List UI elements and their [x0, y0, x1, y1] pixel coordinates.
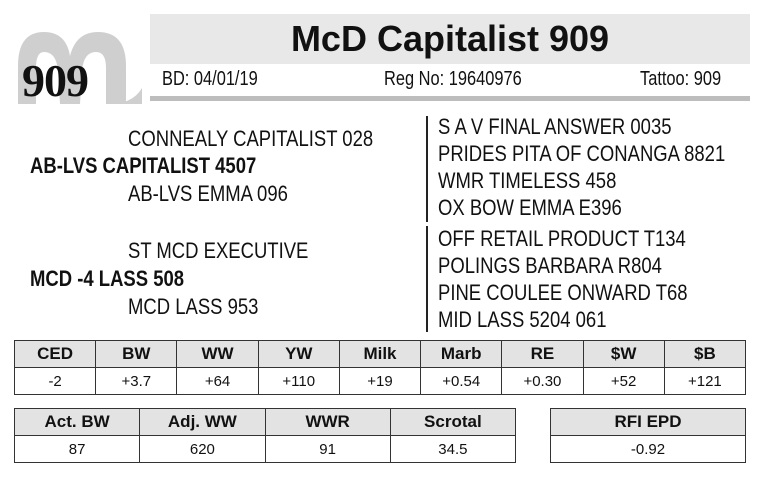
pedigree-right-4: OX BOW EMMA E396	[438, 195, 622, 220]
epd-value: +3.7	[96, 368, 177, 395]
epd-value: +52	[583, 368, 664, 395]
dam-sire: ST MCD EXECUTIVE	[128, 238, 309, 263]
epd-header: RE	[502, 341, 583, 368]
sire: AB-LVS CAPITALIST 4507	[30, 153, 257, 178]
pedigree-right-8: MID LASS 5204 061	[438, 307, 607, 332]
pedigree-right-7: PINE COULEE ONWARD T68	[438, 280, 688, 305]
pedigree-right-5: OFF RETAIL PRODUCT T134	[438, 226, 686, 251]
epd-value: +0.30	[502, 368, 583, 395]
epd-value: -2	[15, 368, 96, 395]
actuals-header: Act. BW	[15, 409, 140, 436]
pedigree-right-3: WMR TIMELESS 458	[438, 168, 617, 193]
lot-number: 909	[22, 55, 88, 106]
birth-date: BD: 04/01/19	[162, 68, 258, 90]
actuals-value: 91	[265, 436, 390, 463]
header-divider	[150, 96, 750, 101]
pedigree-right-1: S A V FINAL ANSWER 0035	[438, 114, 672, 139]
rfi-table	[550, 408, 746, 463]
epd-value: +121	[664, 368, 745, 395]
sire-sire: CONNEALY CAPITALIST 028	[128, 126, 374, 151]
rfi-header-row	[551, 409, 746, 436]
actuals-header: Scrotal	[390, 409, 515, 436]
actuals-value-row	[15, 436, 516, 463]
dam: MCD -4 LASS 508	[30, 266, 185, 291]
actuals-value: 620	[140, 436, 265, 463]
actuals-value: 87	[15, 436, 140, 463]
rfi-header: RFI EPD	[551, 409, 746, 436]
epd-header: $W	[583, 341, 664, 368]
rfi-value-row	[551, 436, 746, 463]
actuals-header: WWR	[265, 409, 390, 436]
epd-header: BW	[96, 341, 177, 368]
epd-value: +0.54	[421, 368, 502, 395]
sire-dam: AB-LVS EMMA 096	[128, 181, 288, 206]
pedigree-bracket-upper	[426, 116, 428, 222]
epd-header: YW	[258, 341, 339, 368]
pedigree-bracket-lower	[426, 226, 428, 332]
actuals-header-row	[15, 409, 516, 436]
epd-header: Marb	[421, 341, 502, 368]
animal-name: McD Capitalist 909	[290, 18, 610, 59]
tattoo: Tattoo: 909	[640, 68, 722, 90]
epd-header: CED	[15, 341, 96, 368]
epd-header-row	[15, 341, 746, 368]
epd-table	[14, 340, 746, 395]
epd-value: +64	[177, 368, 258, 395]
epd-value: +19	[339, 368, 420, 395]
epd-value-row	[15, 368, 746, 395]
actuals-header: Adj. WW	[140, 409, 265, 436]
rfi-value: -0.92	[551, 436, 746, 463]
actuals-value: 34.5	[390, 436, 515, 463]
pedigree-right-2: PRIDES PITA OF CONANGA 8821	[438, 141, 726, 166]
epd-header: Milk	[339, 341, 420, 368]
dam-dam: MCD LASS 953	[128, 294, 259, 319]
epd-header: $B	[664, 341, 745, 368]
registration-number: Reg No: 19640976	[384, 68, 522, 90]
actuals-table	[14, 408, 516, 463]
pedigree-right-6: POLINGS BARBARA R804	[438, 253, 662, 278]
epd-value: +110	[258, 368, 339, 395]
epd-header: WW	[177, 341, 258, 368]
